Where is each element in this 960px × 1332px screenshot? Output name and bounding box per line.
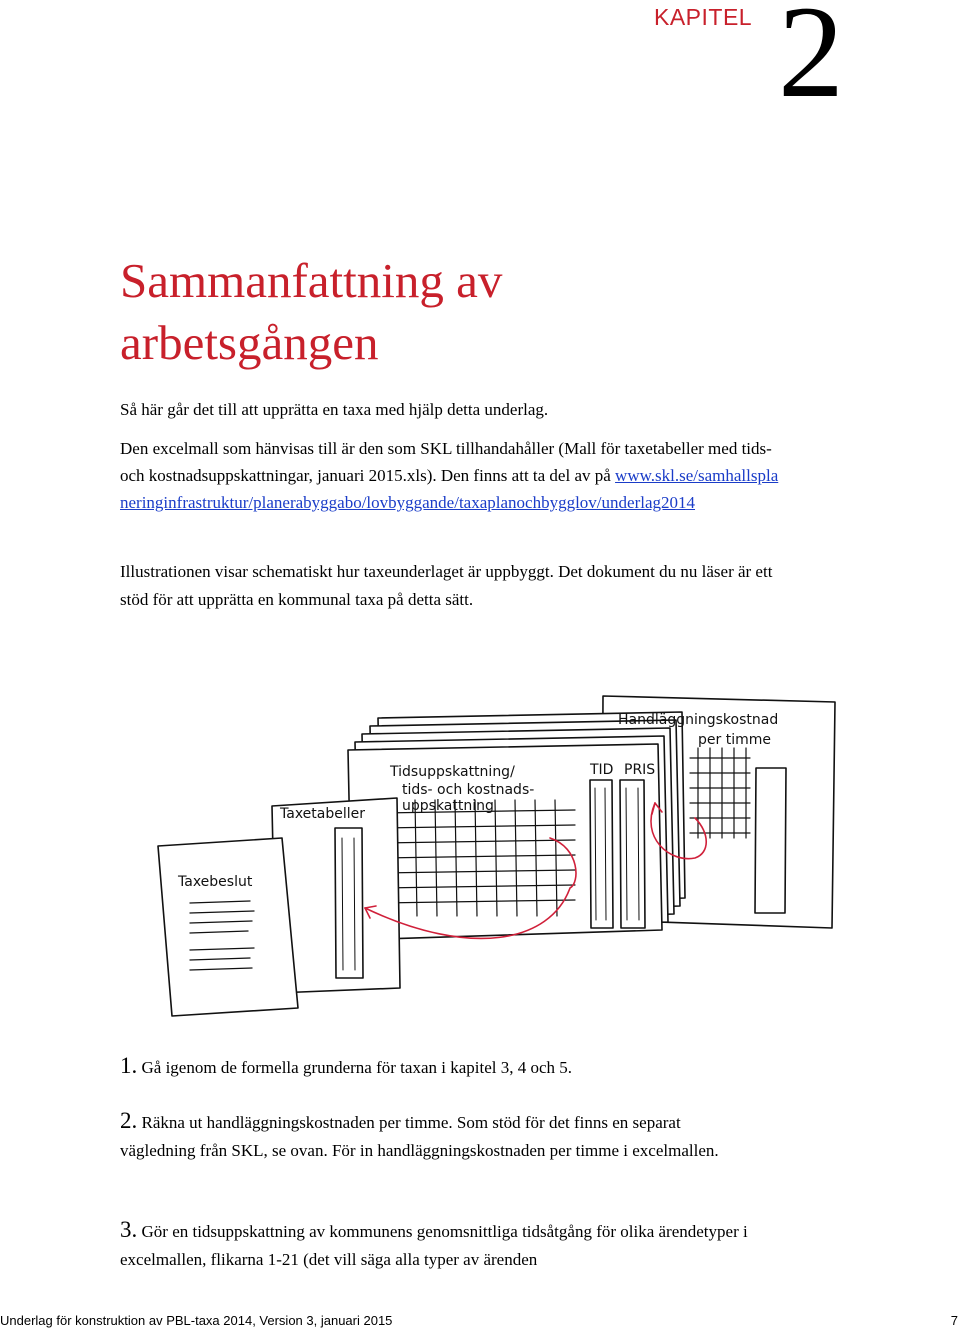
illustration-caption: Illustrationen visar schematiskt hur taxeunderlaget är uppbyggt. Det dokument du nu läser är ett stöd för att upprätta en kommunal taxa på detta sätt.: [120, 562, 773, 609]
taxa-sketch-illustration: [150, 688, 850, 1033]
sketch-label-handlaggning-1: Handläggningskostnad: [618, 712, 779, 728]
chapter-label: KAPITEL: [654, 4, 753, 30]
step-3-number: 3.: [120, 1217, 138, 1242]
sketch-label-handlaggning-2: per timme: [698, 732, 771, 748]
excel-paragraph: [120, 435, 780, 516]
step-2: [120, 1107, 760, 1165]
sketch-label-tidsupp-2: tids- och kostnads-: [402, 782, 535, 798]
step-3-text: Gör en tidsuppskattning av kommunens genomsnittliga tidsåtgång för olika ärendetyper i excelmallen, flikarna 1-21 (det vill säga alla typer av ärenden: [120, 1222, 748, 1269]
chapter-number: 2: [778, 0, 844, 125]
sketch-label-tidsupp-3: uppskattning: [402, 798, 494, 814]
sketch-label-taxetabeller: Taxetabeller: [280, 806, 365, 822]
page-title: Sammanfattning av arbetsgången: [120, 253, 503, 370]
sketch-label-taxebeslut: Taxebeslut: [178, 874, 253, 890]
step-2-number: 2.: [120, 1108, 138, 1133]
step-2-text: Räkna ut handläggningskostnaden per timme. Som stöd för det finns en separat vägledning från SKL, se ovan. För in handläggningskostnaden per timme i excelmallen.: [120, 1113, 719, 1160]
taxebeslut-sheet: [158, 838, 298, 1016]
footer-title: Underlag för konstruktion av PBL-taxa 2014, Version 3, januari 2015: [0, 1313, 393, 1328]
sketch-label-pris: PRIS: [624, 762, 656, 778]
intro-paragraph: Så här går det till att upprätta en taxa med hjälp detta underlag.: [120, 400, 549, 419]
step-1-number: 1.: [120, 1053, 138, 1078]
step-3: [120, 1216, 760, 1274]
step-1-text: Gå igenom de formella grunderna för taxan i kapitel 3, 4 och 5.: [141, 1058, 573, 1077]
sketch-label-tid: TID: [590, 762, 614, 778]
sketch-label-tidsupp-1: Tidsuppskattning/: [390, 764, 515, 780]
page-number: 7: [950, 1313, 958, 1328]
step-1: [120, 1052, 760, 1082]
excel-paragraph-text: Den excelmall som hänvisas till är den som SKL tillhandahåller (Mall för taxetabeller med tids- och kostnadsuppskattningar, januari 2015.xls). Den finns att ta del av på: [120, 439, 772, 485]
skl-link[interactable]: www.skl.se/samhallsplaneringinfrastruktur/planerabyggabo/lovbyggande/taxaplanochbygglov/underlag2014: [120, 466, 779, 512]
